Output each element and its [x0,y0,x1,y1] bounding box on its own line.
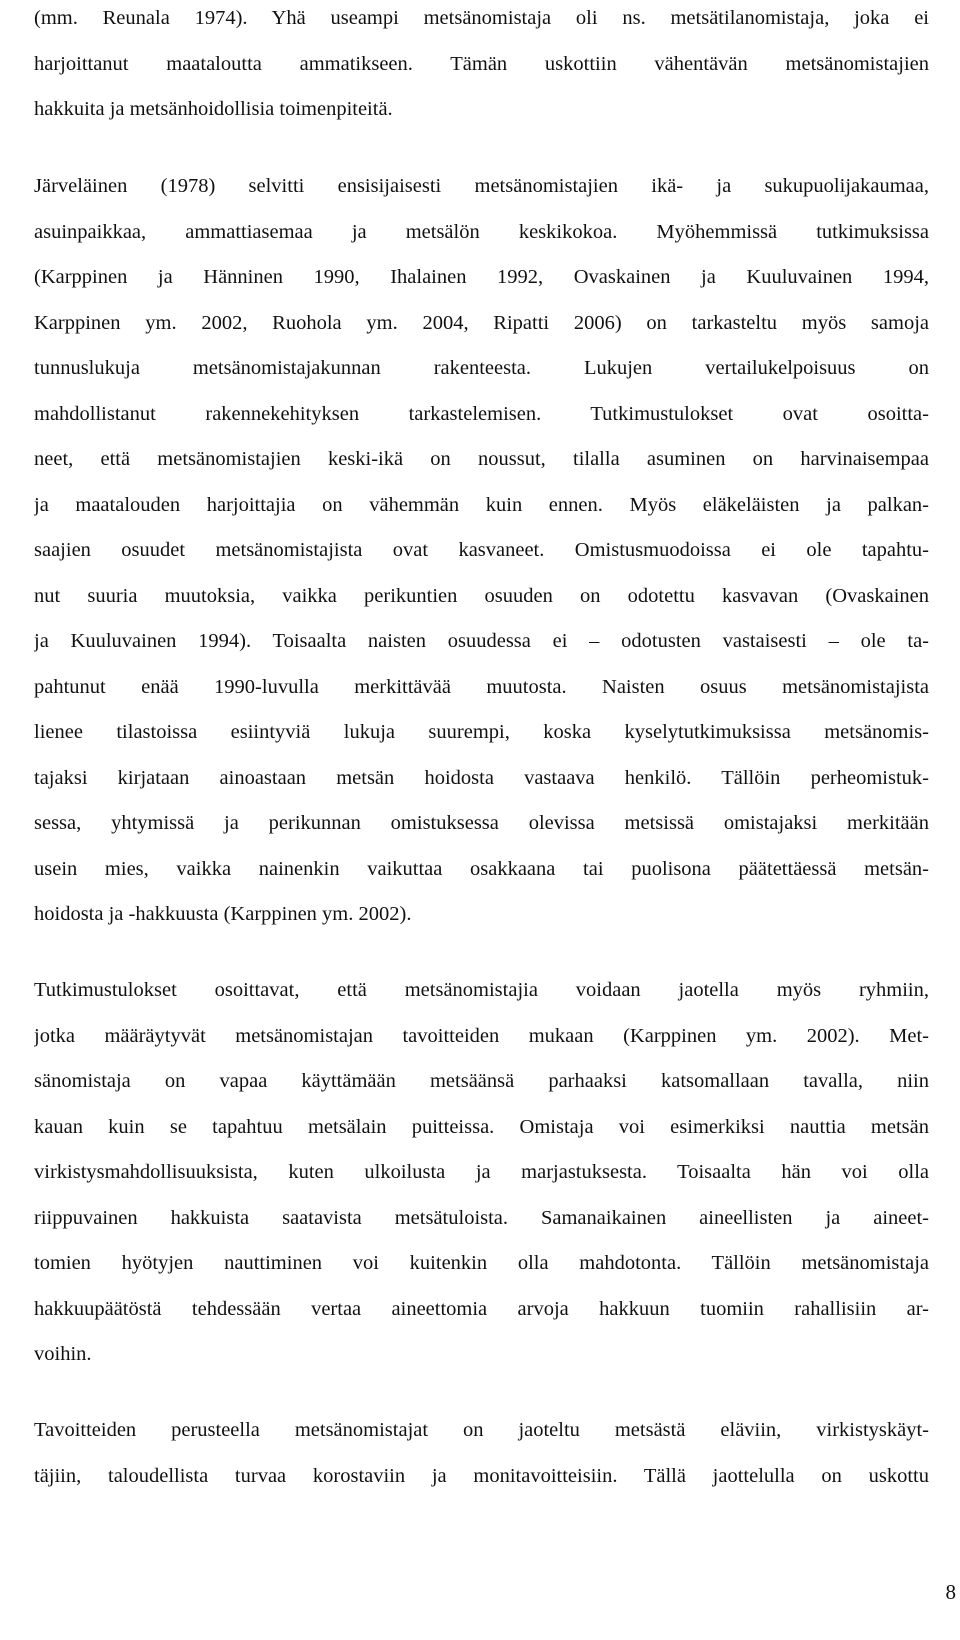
text-line: (Karppinen ja Hänninen 1990, Ihalainen 1992, Ovaskainen ja Kuuluvainen 1994, [34,266,929,288]
text-line: nut suuria muutoksia, vaikka perikuntien osuuden on odotettu kasvavan (Ovaskainen [34,584,929,607]
page-number: 8 [945,1580,956,1604]
text-line: jotka määräytyvät metsänomistajan tavoitteiden mukaan (Karppinen ym. 2002). Met- [34,1024,929,1047]
text-line: harjoittanut maataloutta ammatikseen. Tämän uskottiin vähentävän metsänomistajien [34,52,929,75]
text-line: kauan kuin se tapahtuu metsälain puitteissa. Omistaja voi esimerkiksi nauttia metsän [34,1115,929,1138]
text-line: Järveläinen (1978) selvitti ensisijaisesti metsänomistajien ikä- ja sukupuolijakaumaa, [34,175,929,197]
paragraph-2 [34,164,929,938]
paragraph-4 [34,1408,929,1499]
text-line: mahdollistanut rakennekehityksen tarkastelemisen. Tutkimustulokset ovat osoitta- [34,402,929,425]
text-line: pahtunut enää 1990-luvulla merkittävää muutosta. Naisten osuus metsänomistajista [34,675,929,698]
text-line: ja maatalouden harjoittajia on vähemmän kuin ennen. Myös eläkeläisten ja palkan- [34,493,929,516]
text-line: Tavoitteiden perusteella metsänomistajat on jaoteltu metsästä eläviin, virkistyskäyt- [34,1419,929,1441]
text-line: hoidosta ja -hakkuusta (Karppinen ym. 2002). [34,903,412,925]
text-line: Karppinen ym. 2002, Ruohola ym. 2004, Ripatti 2006) on tarkasteltu myös samoja [34,311,929,334]
text-line: tajaksi kirjataan ainoastaan metsän hoidosta vastaava henkilö. Tällöin perheomistuk- [34,766,929,789]
text-line: tunnuslukuja metsänomistajakunnan rakenteesta. Lukujen vertailukelpoisuus on [34,357,929,379]
paragraph-1 [34,0,929,133]
text-line: hakkuita ja metsänhoidollisia toimenpiteitä. [34,98,393,120]
text-line: ja Kuuluvainen 1994). Toisaalta naisten osuudessa ei – odotusten vastaisesti – ole ta- [34,630,929,652]
text-line: Tutkimustulokset osoittavat, että metsänomistajia voidaan jaotella myös ryhmiin, [34,979,929,1001]
paragraph-3 [34,968,929,1378]
text-line: täjiin, taloudellista turvaa korostaviin ja monitavoitteisiin. Tällä jaottelulla on uskottu [34,1464,929,1487]
text-line: tomien hyötyjen nauttiminen voi kuitenkin olla mahdotonta. Tällöin metsänomistaja [34,1252,929,1274]
text-line: riippuvainen hakkuista saatavista metsätuloista. Samanaikainen aineellisten ja aineet- [34,1206,929,1229]
text-line: voihin. [34,1343,92,1365]
text-line: lienee tilastoissa esiintyviä lukuja suurempi, koska kyselytutkimuksissa metsänomis- [34,721,929,743]
text-line: asuinpaikkaa, ammattiasemaa ja metsälön keskikokoa. Myöhemmissä tutkimuksissa [34,220,929,243]
text-line: sessa, yhtymissä ja perikunnan omistuksessa olevissa metsissä omistajaksi merkitään [34,812,929,834]
text-line: neet, että metsänomistajien keski-ikä on noussut, tilalla asuminen on harvinaisempaa [34,448,929,470]
text-line: usein mies, vaikka nainenkin vaikuttaa osakkaana tai puolisona päätettäessä metsän- [34,857,929,880]
text-line: (mm. Reunala 1974). Yhä useampi metsänomistaja oli ns. metsätilanomistaja, joka ei [34,7,929,29]
text-line: sänomistaja on vapaa käyttämään metsäänsä parhaaksi katsomallaan tavalla, niin [34,1070,929,1092]
text-line: virkistysmahdollisuuksista, kuten ulkoilusta ja marjastuksesta. Toisaalta hän voi olla [34,1161,929,1183]
text-line: saajien osuudet metsänomistajista ovat kasvaneet. Omistusmuodoissa ei ole tapahtu- [34,539,929,561]
text-line: hakkuupäätöstä tehdessään vertaa aineettomia arvoja hakkuun tuomiin rahallisiin ar- [34,1297,929,1320]
